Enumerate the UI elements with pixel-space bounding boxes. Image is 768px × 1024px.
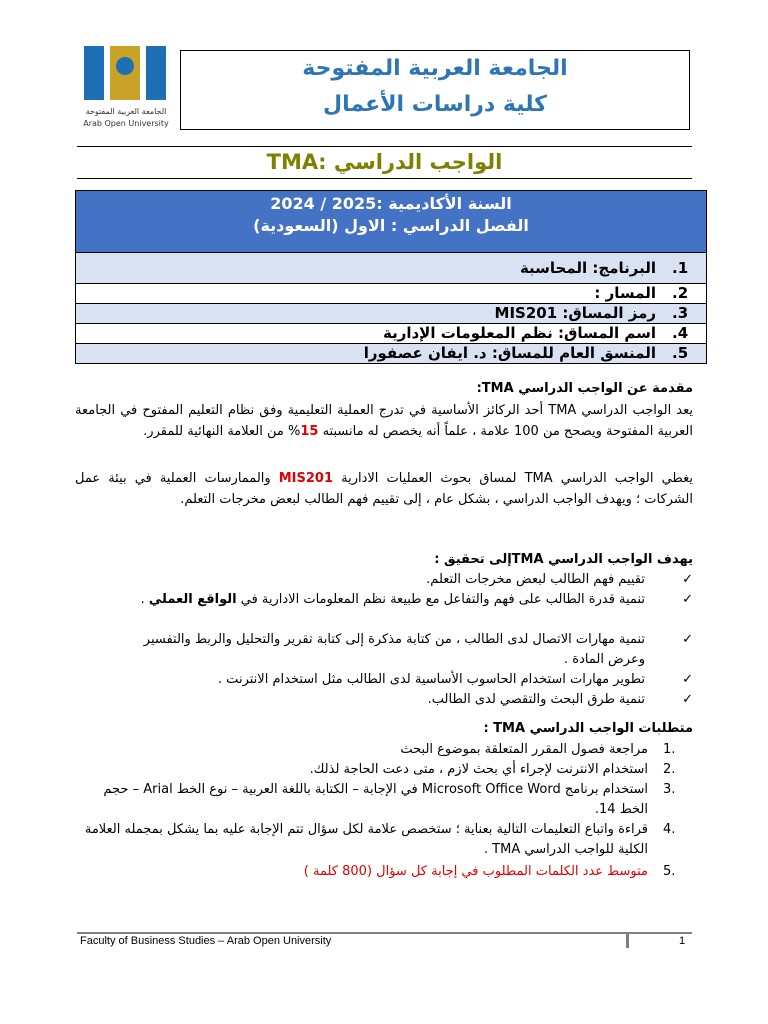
academic-year: السنة الأكاديمية :2025 / 2024 [270, 194, 512, 213]
faculty-name: كلية دراسات الأعمال [323, 92, 547, 117]
requirements-heading: متطلبات الواجب الدراسي TMA : [483, 721, 693, 736]
list-item: ✓ تنمية مهارات الاتصال لدى الطالب ، من كتابة مذكرة إلى كتابة تقرير والتحليل والربط والتفسير وعرض المادة . [143, 632, 693, 667]
list-item: .1 مراجعة فصول المقرر المتعلقة بموضوع البحث [400, 742, 676, 757]
table-row: 1. البرنامج: المحاسبة [76, 253, 706, 283]
semester: الفصل الدراسي : الاول (السعودية) [253, 216, 529, 235]
footer-divider [77, 932, 692, 934]
table-row: 4. اسم المساق: نظم المعلومات الإدارية [76, 323, 706, 343]
table-row: 2. المسار : [76, 283, 706, 303]
course-info-table [75, 190, 707, 364]
list-item: .4 قراءة واتباع التعليمات التالية بعناية ؛ ستخصص علامة لكل سؤال تتم الإجابة عليه بما يشكل بمجمله العلامة الكلية للواجب الدراسي TMA . [84, 822, 676, 857]
intro-paragraph-2: يغطي الواجب الدراسي TMA لمساق بحوث العمليات الادارية MIS201 والممارسات العملية في بيئة عمل الشركات ؛ ويهدف الواجب الدراسي ، بشكل عام ، إلى تقييم فهم الطالب لبعض مخرجات التعلم. [75, 471, 693, 507]
list-item: ✓ تطوير مهارات استخدام الحاسوب الأساسية لدى الطالب مثل استخدام الانترنت . [123, 670, 693, 690]
goals-heading: يهدف الواجب الدراسي TMAإلى تحقيق : [434, 552, 693, 567]
logo-text-en: Arab Open University [83, 119, 169, 128]
aou-logo [80, 44, 172, 132]
intro-paragraph-1: يعد الواجب الدراسي TMA أحد الركائز الأساسية في تدرج العملية التعليمية وفق نظام التعليم المفتوح في الجامعة العربية المفتوحة ويصحح من 100 علامة ، علماً أنه يخصص له مانسبته 15% من العلامة النهائية للمقرر. [75, 403, 694, 439]
list-item: .3 استخدام برنامج Microsoft Office Word في الإجابة – الكتابة باللغة العربية – نوع الخط Arial – حجم الخط 14. [103, 782, 676, 817]
list-item: ✓ تقييم فهم الطالب لبعض مخرجات التعلم. [123, 570, 693, 590]
check-icon: ✓ [682, 572, 693, 587]
list-item: ✓ تنمية قدرة الطالب على فهم والتفاعل مع طبيعة نظم المعلومات الادارية في الواقع العملي . [123, 590, 693, 610]
table-header [76, 191, 706, 253]
list-item: .5 متوسط عدد الكلمات المطلوب في إجابة كل سؤال (800 كلمة ) [303, 864, 676, 879]
footer-separator [626, 934, 629, 948]
footer-text: Faculty of Business Studies – Arab Open University [80, 935, 332, 947]
check-icon: ✓ [682, 592, 693, 607]
tma-title: الواجب الدراسي :TMA [266, 150, 503, 174]
divider-top [77, 146, 692, 147]
check-icon: ✓ [682, 672, 693, 687]
list-item: ✓ تنمية طرق البحث والتقصي لدى الطالب. [123, 690, 693, 710]
list-item: .2 استخدام الانترنت لإجراء أي بحث لازم ، متى دعت الحاجة لذلك. [309, 762, 676, 777]
check-icon: ✓ [682, 632, 693, 647]
page-number: 1 [679, 935, 686, 947]
intro-heading: مقدمة عن الواجب الدراسي TMA: [476, 381, 693, 396]
title-box [180, 50, 690, 130]
logo-text-ar: الجامعة العربية المفتوحة [85, 107, 167, 116]
check-icon: ✓ [682, 692, 693, 707]
divider-bottom [77, 178, 692, 179]
university-name: الجامعة العربية المفتوحة [302, 56, 568, 81]
table-row: 5. المنسق العام للمساق: د. ايفان عصفورا [76, 343, 706, 363]
table-row: 3. رمز المساق: MIS201 [76, 303, 706, 323]
